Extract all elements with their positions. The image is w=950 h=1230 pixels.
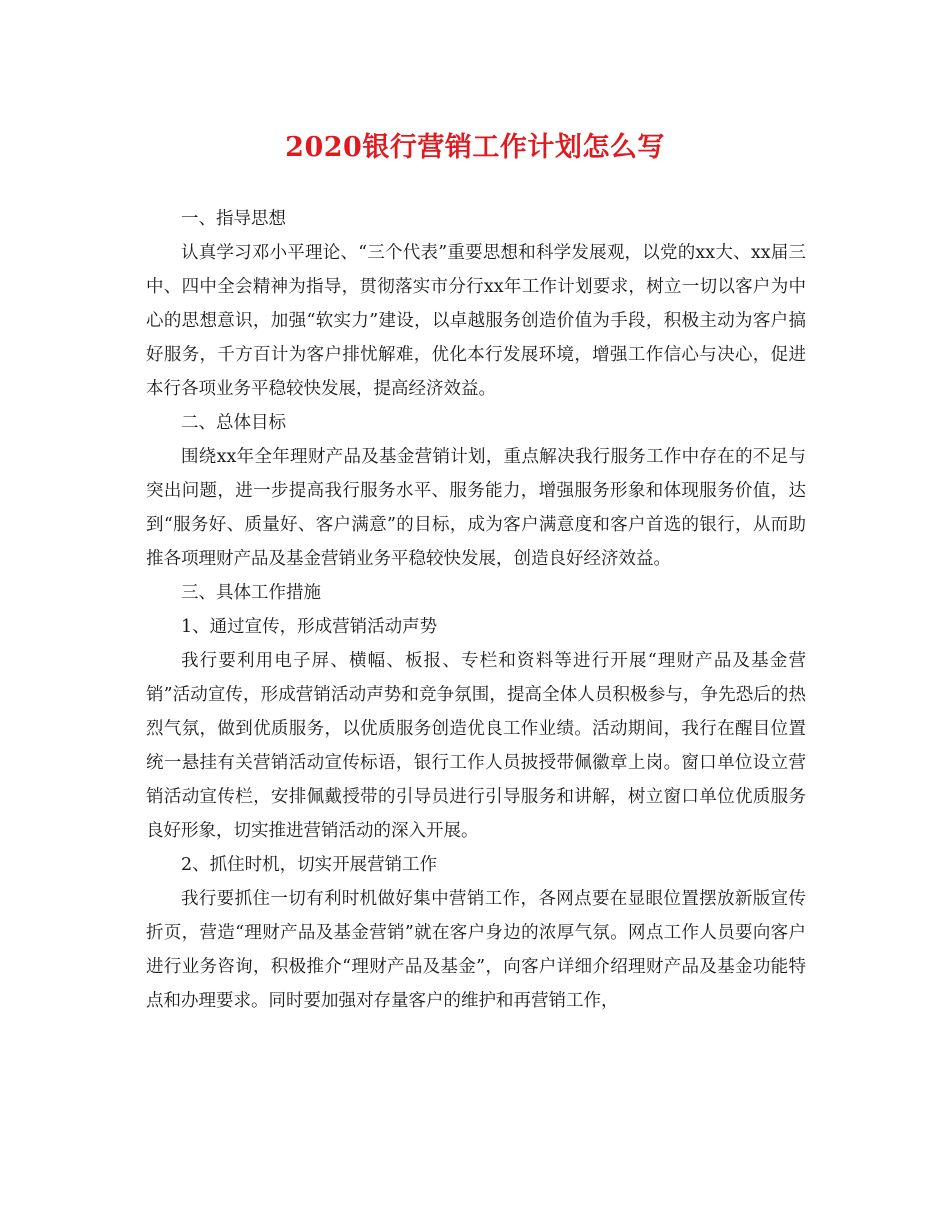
document-body (146, 202, 806, 1018)
section-heading-guiding-ideology: 一、指导思想 (181, 209, 286, 229)
subheading-seize-opportunity: 2、抓住时机，切实开展营销工作 (181, 855, 438, 875)
section-heading-overall-goal: 二、总体目标 (181, 413, 286, 433)
section-heading-specific-measures: 三、具体工作措施 (181, 583, 321, 603)
paragraph-publicity: 我行要利用电子屏、横幅、板报、专栏和资料等进行开展“理财产品及基金营销”活动宣传，形成营销活动声势和竞争氛围，提高全体人员积极参与，争先恐后的热烈气氛，做到优质服务，以优质服务创造优良工作业绩。活动期间，我行在醒目位置统一悬挂有关营销活动宣传标语，银行工作人员披授带佩徽章上岗。窗口单位设立营销活动宣传栏，安排佩戴授带的引导员进行引导服务和讲解，树立窗口单位优质服务良好形象，切实推进营销活动的深入开展。 (146, 651, 806, 841)
paragraph-guiding-ideology: 认真学习邓小平理论、“三个代表”重要思想和科学发展观，以党的xx大、xx届三中、四中全会精神为指导，贯彻落实市分行xx年工作计划要求，树立一切以客户为中心的思想意识，加强“软实力”建设，以卓越服务创造价值为手段，积极主动为客户搞好服务，千方百计为客户排忧解难，优化本行发展环境，增强工作信心与决心，促进本行各项业务平稳较快发展，提高经济效益。 (146, 243, 806, 399)
paragraph-overall-goal: 围绕xx年全年理财产品及基金营销计划，重点解决我行服务工作中存在的不足与突出问题，进一步提高我行服务水平、服务能力，增强服务形象和体现服务价值，达到“服务好、质量好、客户满意”的目标，成为客户满意度和客户首选的银行，从而助推各项理财产品及基金营销业务平稳较快发展，创造良好经济效益。 (146, 447, 806, 569)
subheading-publicity: 1、通过宣传，形成营销活动声势 (181, 617, 438, 637)
paragraph-seize-opportunity: 我行要抓住一切有利时机做好集中营销工作，各网点要在显眼位置摆放新版宣传折页，营造“理财产品及基金营销”就在客户身边的浓厚气氛。网点工作人员要向客户进行业务咨询，积极推介“理财产品及基金”，向客户详细介绍理财产品及基金功能特点和办理要求。同时要加强对存量客户的维护和再营销工作， (146, 889, 806, 1011)
document-title: 2020银行营销工作计划怎么写 (285, 132, 665, 163)
